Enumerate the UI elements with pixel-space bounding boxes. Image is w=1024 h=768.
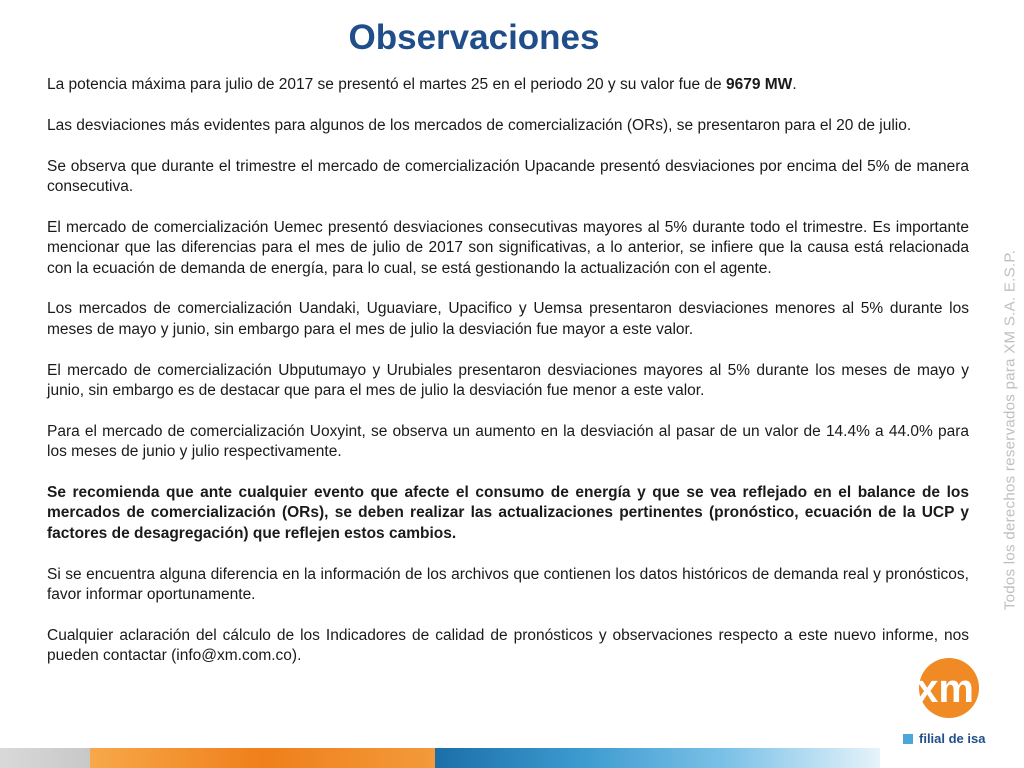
peak-power-value: 9679 MW xyxy=(725,76,793,93)
xm-logo-icon xyxy=(895,655,995,725)
paragraph-recommendation: Se recomienda que ante cualquier evento que afecte el consumo de energía y que se vea reflejado en el balance de los mercados de comercialización (ORs), se deben realizar las actualizaciones pertinentes (pronóstico, ecuación de la UCP y factores de desagregación) que reflejen estos cambios. xyxy=(47,484,969,542)
paragraph-peak-power-text: La potencia máxima para julio de 2017 se presentó el martes 25 en el periodo 20 y su valor fue de xyxy=(47,76,726,93)
paragraph-minor-deviations: Los mercados de comercialización Uandaki, Uguaviare, Upacifico y Uemsa presentaron desviaciones menores al 5% durante los meses de mayo y junio, sin embargo para el mes de julio la desviación fue mayor a este valor. xyxy=(47,300,969,338)
paragraph-peak-power xyxy=(47,75,969,95)
observations-body xyxy=(47,75,969,687)
paragraph-uoxyint: Para el mercado de comercialización Uoxyint, se observa un aumento en la desviación al pasar de un valor de 14.4% a 44.0% para los meses de junio y julio respectivamente. xyxy=(47,422,969,461)
footer-bar-orange xyxy=(90,748,435,768)
paragraph-upacande: Se observa que durante el trimestre el mercado de comercialización Upacande presentó desviaciones por encima del 5% de manera consecutiva. xyxy=(47,157,969,195)
footer-color-bar xyxy=(0,748,880,768)
paragraph-deviations: Las desviaciones más evidentes para algunos de los mercados de comercialización (ORs), se presentaron para el 20 de julio. xyxy=(47,116,912,134)
logo-subtitle-text: filial de isa xyxy=(919,731,986,746)
xm-logo-text: xm xyxy=(916,667,974,711)
logo-subtitle xyxy=(903,731,985,746)
copyright-note: Todos los derechos reservados para XM S.A. E.S.P. xyxy=(1001,249,1019,611)
paragraph-differences: Si se encuentra alguna diferencia en la información de los archivos que contienen los datos históricos de demanda real y pronósticos, favor informar oportunamente. xyxy=(47,565,969,604)
square-icon xyxy=(903,734,913,744)
page-title: Observaciones xyxy=(348,18,600,57)
paragraph-peak-power-end: . xyxy=(792,76,797,93)
paragraph-uemec: El mercado de comercialización Uemec presentó desviaciones consecutivas mayores al 5% durante todo el trimestre. Es importante mencionar que las diferencias para el mes de julio de 2017 son significativas, a lo anterior, se infiere que la causa está relacionada con la ecuación de demanda de energía, para lo cual, se está gestionando la actualización con el agente. xyxy=(47,218,969,277)
footer-bar-blue xyxy=(435,748,880,768)
paragraph-contact: Cualquier aclaración del cálculo de los Indicadores de calidad de pronósticos y observaciones respecto a este nuevo informe, nos pueden contactar (info@xm.com.co). xyxy=(47,626,969,665)
paragraph-ubputumayo: El mercado de comercialización Ubputumayo y Urubiales presentaron desviaciones mayores al 5% durante los meses de mayo y junio, sin embargo es de destacar que para el mes de julio la desviación fue menor a este valor. xyxy=(47,361,969,400)
footer-bar-gray xyxy=(0,748,90,768)
